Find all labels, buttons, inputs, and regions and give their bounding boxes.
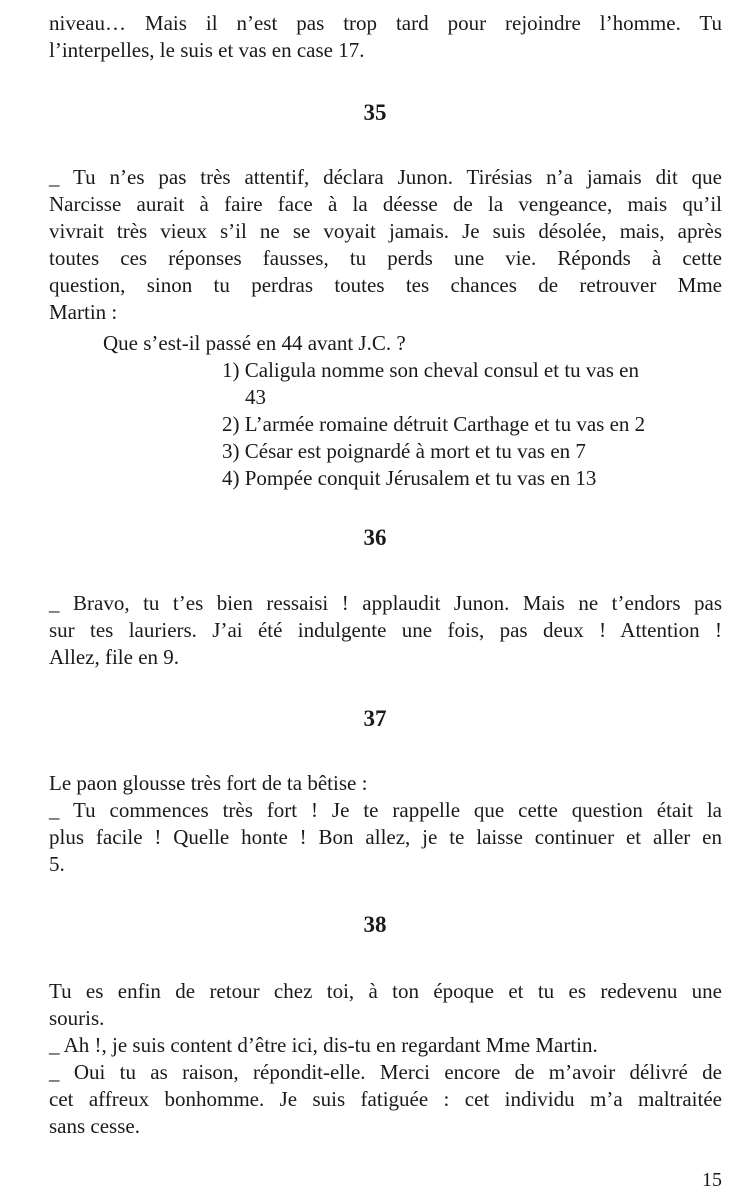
answer-option-1-continued: 43 [245, 385, 266, 409]
section-36-paragraph [49, 590, 722, 671]
text-line: question, sinon tu perdras toutes tes chances de retrouver Mme [49, 273, 722, 297]
section-37-paragraph [49, 770, 722, 878]
text-line: Narcisse aurait à faire face à la déesse de la vengeance, mais qu’il [49, 192, 722, 216]
text-line: Tu es enfin de retour chez toi, à ton époque et tu es redevenu une [49, 979, 722, 1003]
text-line: niveau… Mais il n’est pas trop tard pour rejoindre l’homme. Tu [49, 11, 722, 35]
section-heading-38: 38 [363, 912, 387, 937]
text-line: vivrait très vieux s’il ne se voyait jamais. Je suis désolée, mais, après [49, 219, 722, 243]
text-line: sans cesse. [49, 1114, 140, 1138]
text-line: _ Bravo, tu t’es bien ressaisi ! applaudit Junon. Mais ne t’endors pas [49, 591, 722, 615]
text-line: _ Tu n’es pas très attentif, déclara Junon. Tirésias n’a jamais dit que [49, 165, 722, 189]
page-number: 15 [702, 1169, 722, 1191]
text-line: plus facile ! Quelle honte ! Bon allez, je te laisse continuer et aller en [49, 825, 722, 849]
question-text: Que s’est-il passé en 44 avant J.C. ? [103, 331, 406, 355]
text-line: _ Oui tu as raison, répondit-elle. Merci encore de m’avoir délivré de [49, 1060, 722, 1084]
text-line: cet affreux bonhomme. Je suis fatiguée : cet individu m’a maltraitée [49, 1087, 722, 1111]
answer-option-1: 1) Caligula nomme son cheval consul et tu vas en [222, 358, 639, 382]
text-line: 5. [49, 852, 65, 876]
text-line: Le paon glousse très fort de ta bêtise : [49, 771, 368, 795]
answer-option-3: 3) César est poignardé à mort et tu vas en 7 [222, 439, 586, 463]
text-line: toutes ces réponses fausses, tu perds une vie. Réponds à cette [49, 246, 722, 270]
section-38-paragraph [49, 978, 722, 1140]
intro-paragraph [49, 10, 722, 64]
section-heading-35: 35 [363, 100, 387, 125]
text-line: Allez, file en 9. [49, 645, 180, 669]
text-line: sur tes lauriers. J’ai été indulgente une fois, pas deux ! Attention ! [49, 618, 722, 642]
answer-option-2: 2) L’armée romaine détruit Carthage et tu vas en 2 [222, 412, 646, 436]
answer-option-4: 4) Pompée conquit Jérusalem et tu vas en 13 [222, 466, 597, 490]
text-line: Martin : [49, 300, 118, 324]
section-35-paragraph [49, 164, 722, 326]
text-line: _ Ah !, je suis content d’être ici, dis-tu en regardant Mme Martin. [49, 1033, 598, 1057]
section-heading-37: 37 [363, 706, 387, 731]
text-line: l’interpelles, le suis et vas en case 17. [49, 38, 365, 62]
section-heading-36: 36 [363, 525, 387, 550]
text-line: _ Tu commences très fort ! Je te rappelle que cette question était la [49, 798, 722, 822]
text-line: souris. [49, 1006, 105, 1030]
